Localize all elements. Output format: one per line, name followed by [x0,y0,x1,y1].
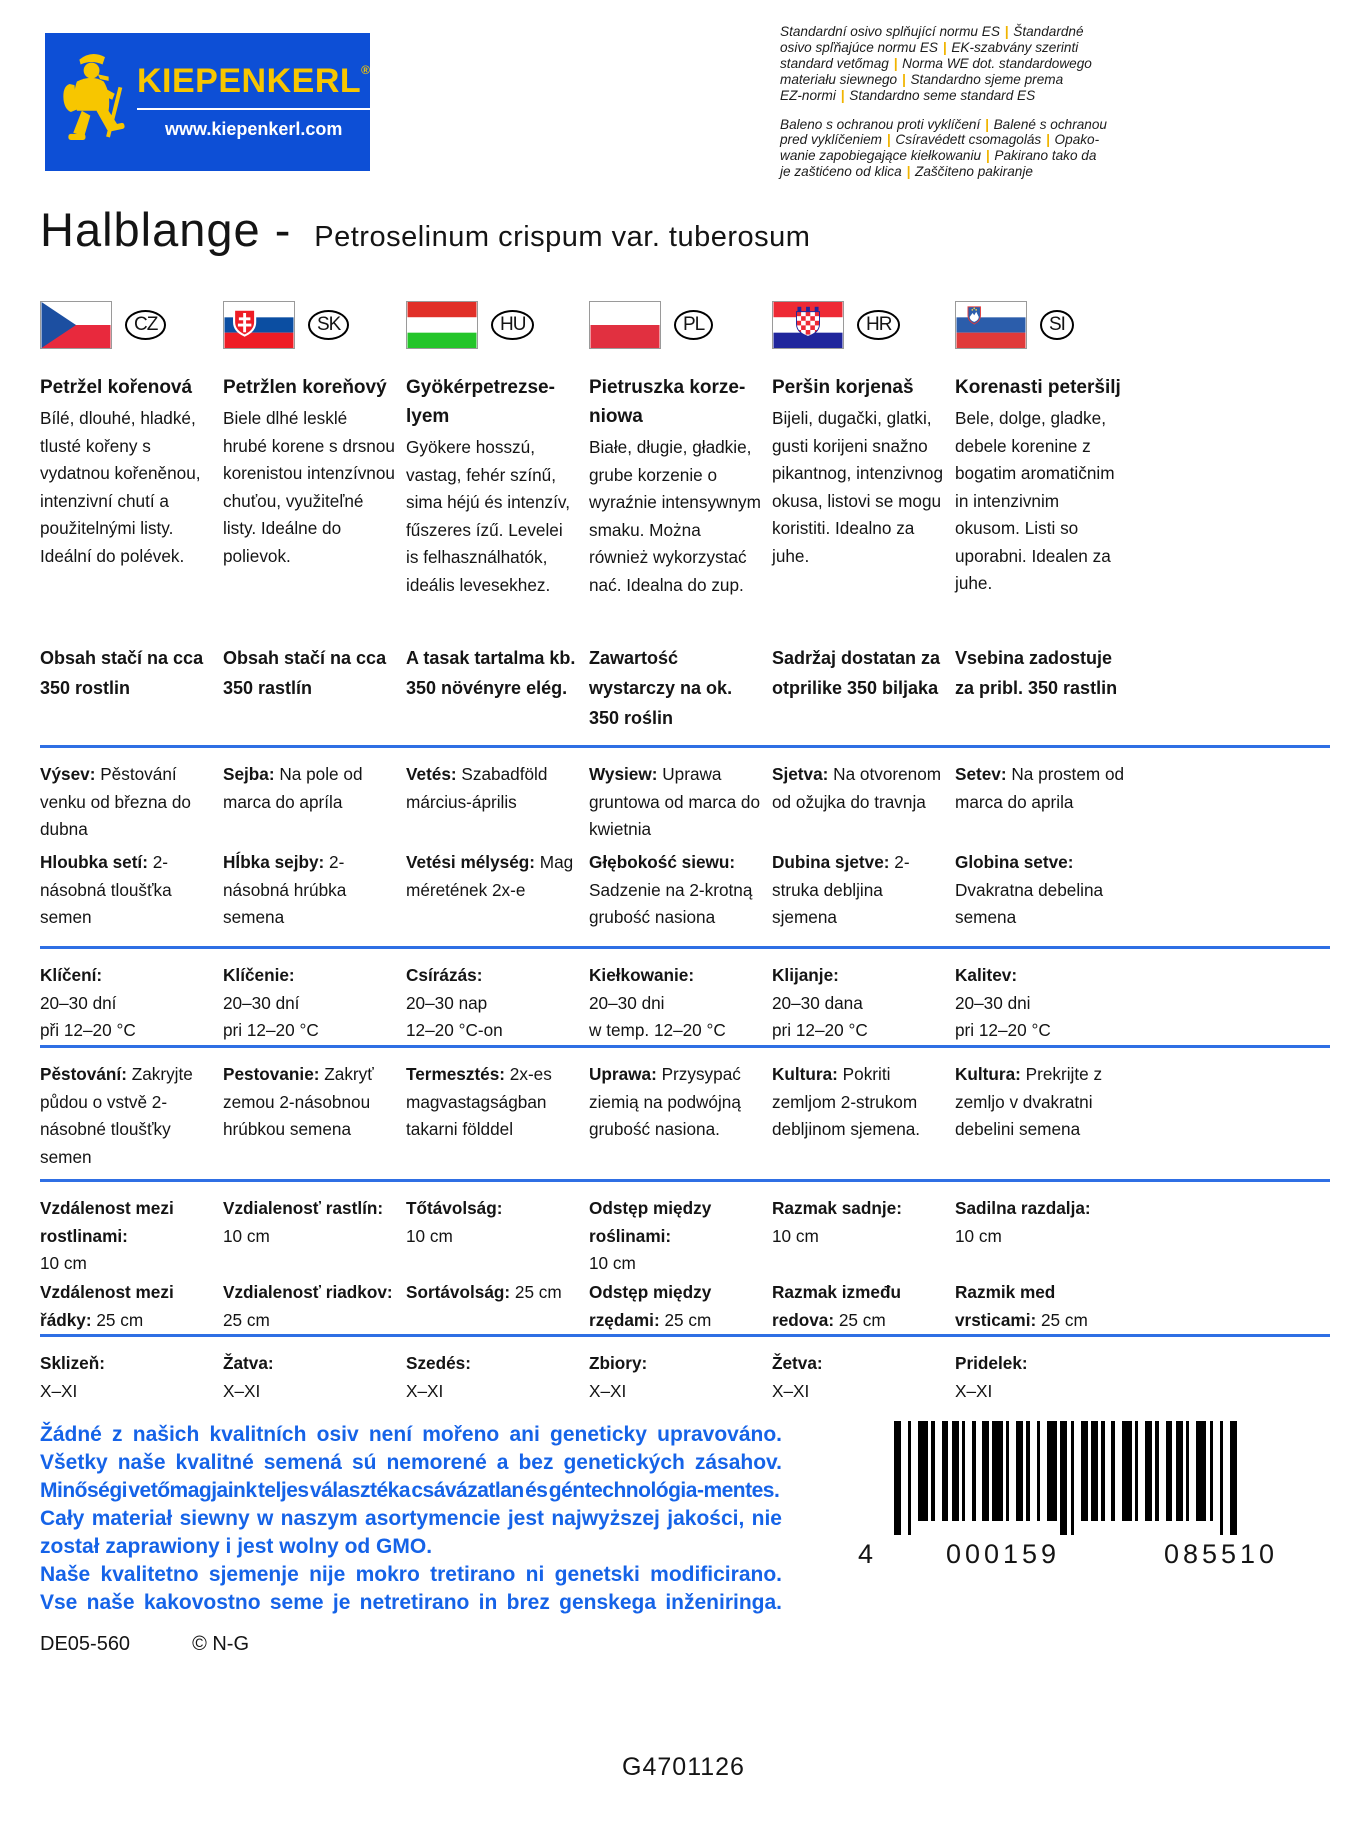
germination-info: Klíčenie: 20–30 dní pri 12–20 °C [223,965,319,1040]
barcode-bar [1071,1421,1074,1535]
content-cell-hu [406,643,578,745]
variety-description: Biele dlhé lesklé hrubé korene s drsnou korenistou intenzívnou chuťou, využiteľné listy. Ideálne do polievok. [223,408,395,566]
germination-cell-pl [589,962,761,1045]
variety-description: Bílé, dlouhé, hladké, tlusté kořeny s vydatnou kořeněnou, intenzivní chutí a použitelnými listy. Ideální do polévek. [40,408,201,566]
barcode-bar [1135,1421,1138,1521]
barcode-bar [1101,1421,1104,1521]
spacing-cell-hu [406,1195,578,1334]
culture-info: Pěstování: Zakryjte půdou o vstvě 2-násobné tloušťky semen [40,1064,193,1167]
row-flags [40,301,1367,359]
variety-name: Gyökérpetrezselyem [406,377,555,427]
culture-info: Kultura: Pokriti zemljom 2-strukom debljinom sjemena. [772,1064,921,1139]
flag-group-sk [223,301,395,349]
brand-name: KIEPENKERL® [137,62,371,100]
barcode-bar [1196,1421,1206,1521]
barcode-bar [1111,1421,1114,1521]
multilingual-notes [780,24,1190,193]
flag-group-hr [772,301,944,349]
barcode-bar [1210,1421,1213,1521]
germination-cell-cz [40,962,212,1045]
barcode-bar [1006,1421,1009,1521]
spacing-cell-hr [772,1195,944,1334]
spacing-cell-si [955,1195,1127,1334]
ean-barcode [858,1421,1330,1617]
variety-name: Korenasti peteršilj [955,377,1121,398]
ean-digit-group: 000159 [945,1539,1061,1569]
content-note: Sadržaj dostatan za otprilike 350 biljaka [772,648,941,698]
row-spacing-info: Vzdialenosť riadkov: 25 cm [223,1282,393,1330]
language-badge: PL [674,310,713,340]
flag-cz-icon [40,301,112,349]
row-sowing [40,748,1367,946]
gmo-line: Cały materiał siewny w naszym asortymencie jest najwyższej jakości, nie został zaprawiony i jest wolny od GMO. [40,1507,782,1558]
barcode-bar [982,1421,989,1521]
sowing-cell-cz [40,761,212,946]
content-cell-sk [223,643,395,745]
variety-title: Halblange - [40,203,292,256]
flag-group-cz [40,301,212,349]
row-germination [40,949,1367,1045]
standards-note [780,24,1190,104]
germination-info: Kalitev: 20–30 dni pri 12–20 °C [955,965,1051,1040]
row-spacing-info: Razmik med vrsticami: 25 cm [955,1282,1088,1330]
separator: | [942,39,947,55]
depth-info: Głębokość siewu: Sadzenie na 2-krotną grubość nasiona [589,852,753,927]
germination-info: Kiełkowanie: 20–30 dni w temp. 12–20 °C [589,965,726,1040]
row-spacing-info: Razmak između redova: 25 cm [772,1282,901,1330]
content-note: Obsah stačí na cca 350 rastlín [223,648,387,698]
germination-cell-hr [772,962,944,1045]
culture-cell-pl [589,1061,761,1179]
variety-description: Bele, dolge, gladke, debele korenine z bogatim aromatičnim in intenzivnim okusom. Listi so uporabni. Idealen za juhe. [955,408,1115,593]
depth-info: Dubina sjetve: 2-struka debljina sjemena [772,852,910,927]
plant-spacing-info: Vzdialenosť rastlín: 10 cm [223,1198,384,1246]
harvest-info: Sklizeň: X–XI [40,1353,105,1401]
barcode-bar [962,1421,965,1521]
language-badge: SK [308,310,349,340]
page-title [40,202,1367,257]
note-line: je zaštićeno od klica | Zaščiteno pakiranje [780,164,1033,180]
culture-info: Termesztés: 2x-es magvastagságban takarni földdel [406,1064,552,1139]
content-note: Obsah stačí na cca 350 rostlin [40,648,204,698]
separator: | [886,132,891,148]
separator: | [985,116,989,132]
content-note: Zawartość wystarczy na ok. 350 roślin [589,648,733,728]
barcode-bar [952,1421,959,1521]
row-spacing-info: Sortávolság: 25 cm [406,1282,562,1302]
harvest-info: Zbiory: X–XI [589,1353,648,1401]
barcode-bar [992,1421,1002,1521]
harvest-info: Žatva: X–XI [223,1353,274,1401]
content-cell-pl [589,643,761,745]
barcode-bar [1122,1421,1132,1521]
sowing-cell-hu [406,761,578,946]
content-note: Vsebina zadostuje za pribl. 350 rastlin [955,648,1118,698]
barcode-bar [1230,1421,1237,1535]
brand-website: www.kiepenkerl.com [165,119,343,139]
note-line: pred vyklíčeniem | Csíravédett csomagolás | Opako- [780,132,1100,148]
germination-info: Csírázás: 20–30 nap 12–20 °C-on [406,965,503,1040]
culture-info: Pestovanie: Zakryť zemou 2-násobnou hrúbkou semena [223,1064,374,1139]
flags-cell-hr [772,301,944,349]
depth-info: Hloubka setí: 2-násobná tloušťka semen [40,852,172,927]
language-badge: HR [857,310,900,340]
kiepenkerl-figure-icon [55,46,133,156]
flag-group-si [955,301,1127,349]
sowing-info: Sjetva: Na otvorenom od ožujka do travnja [772,764,942,812]
ean-digit-group: 4 [858,1539,874,1569]
ean-digit-group: 085510 [1163,1539,1279,1569]
depth-info: Hĺbka sejby: 2-násobná hrúbka semena [223,852,347,927]
harvest-cell-pl [589,1350,761,1405]
row-harvest [40,1337,1367,1405]
harvest-cell-hr [772,1350,944,1405]
note-line: Standardní osivo splňující normu ES | Štandardné [780,24,1084,39]
barcode-bar [1037,1421,1040,1521]
gmo-statement [40,1421,782,1617]
gmo-line: Naše kvalitetno sjemenje nije mokro tretirano ni genetski modificirano. [40,1563,782,1586]
plant-spacing-info: Razmak sadnje: 10 cm [772,1198,902,1246]
variety-cell-hu [406,373,578,643]
separator: | [901,71,906,87]
barcode-bar [894,1421,901,1535]
spacing-cell-pl [589,1195,761,1334]
germination-cell-si [955,962,1127,1045]
variety-cell-pl [589,373,761,643]
flag-group-hu [406,301,578,349]
flag-pl-icon [589,301,661,349]
article-code: DE05-560 [40,1633,131,1655]
gmo-line: Všetky naše kvalitné semená sú nemorené a bez genetických zásahov. [40,1451,782,1474]
barcode-bar [1047,1421,1057,1521]
plant-spacing-info: Odstęp między roślinami: 10 cm [589,1198,712,1273]
row-spacing-info: Odstęp między rzędami: 25 cm [589,1282,712,1330]
variety-cell-si [955,373,1127,643]
germination-info: Klíčení: 20–30 dní při 12–20 °C [40,965,136,1040]
flag-sk-icon [223,301,295,349]
germination-info: Klijanje: 20–30 dana pri 12–20 °C [772,965,868,1040]
row-culture [40,1048,1367,1179]
sowing-info: Setev: Na prostem od marca do aprila [955,764,1125,812]
gmo-line: Minőségi vetőmagjaink teljes választéka csávázatlan és géntechnológia-mentes. [40,1479,780,1502]
barcode-bar [1220,1421,1223,1535]
variety-name: Peršin korjenaš [772,377,914,398]
depth-info: Globina setve: Dvakratna debelina semena [955,852,1104,927]
flags-cell-sk [223,301,395,349]
row-variety [40,373,1367,643]
depth-info: Vetési mélység: Mag méretének 2x-e [406,852,574,900]
barcode-bar [942,1421,949,1521]
culture-cell-cz [40,1061,212,1179]
barcode-bar [918,1421,928,1521]
flag-hu-icon [406,301,478,349]
harvest-cell-cz [40,1350,212,1405]
harvest-cell-hu [406,1350,578,1405]
spacing-cell-cz [40,1195,212,1334]
note-line: wanie zapobiegające kiełkowaniu | Pakirano tako da [780,148,1097,164]
separator: | [1045,132,1050,148]
header [0,0,1367,180]
barcode-bar [1186,1421,1189,1521]
culture-cell-hu [406,1061,578,1179]
gmo-line: Vse naše kakovostno seme je netretirano in brez genskega inženiringa. [40,1591,782,1614]
sowing-cell-sk [223,761,395,946]
barcode-bar [908,1421,911,1535]
plant-spacing-info: Sadilna razdalja: 10 cm [955,1198,1091,1246]
brand-logo [45,33,370,171]
copyright: © N-G [192,1633,250,1655]
print-code: G4701126 [622,1753,745,1781]
barcode-bar [1176,1421,1183,1521]
barcode-bar [1016,1421,1023,1521]
harvest-info: Žetva: X–XI [772,1353,823,1401]
variety-description: Gyökere hosszú, vastag, fehér színű, sima héjú és intenzív, fűszeres ízű. Levelei is felhasználhatók, ideális levesekhez. [406,437,570,595]
content-note: A tasak tartalma kb. 350 növényre elég. [406,648,576,698]
barcode-bar [1145,1421,1152,1521]
logo-text [137,62,370,140]
row-spacing-info: Vzdálenost mezi řádky: 25 cm [40,1282,174,1330]
footer-codes [40,1633,1367,1656]
barcode-bar [1060,1421,1067,1535]
culture-cell-sk [223,1061,395,1179]
flags-cell-hu [406,301,578,349]
variety-cell-cz [40,373,212,643]
flag-si-icon [955,301,1027,349]
germination-cell-hu [406,962,578,1045]
note-line: Baleno s ochranou proti vyklíčení | Balené s ochranou [780,116,1107,132]
barcode-bar [972,1421,975,1521]
flag-group-pl [589,301,761,349]
content-cell-si [955,643,1127,745]
note-line: standard vetőmag | Norma WE dot. standardowego [780,55,1092,71]
flags-cell-cz [40,301,212,349]
harvest-cell-sk [223,1350,395,1405]
culture-info: Uprawa: Przysypać ziemią na podwójną grubość nasiona. [589,1064,741,1139]
language-badge: HU [491,310,534,340]
barcode-bar [1155,1421,1158,1521]
plant-spacing-info: Tőtávolság: 10 cm [406,1198,503,1246]
barcode-bar [931,1421,934,1521]
gmo-line: Žádné z našich kvalitních osiv není mořeno ani geneticky upravováno. [40,1423,782,1446]
variety-name: Petržel kořenová [40,377,193,398]
separator: | [1004,24,1009,39]
content-cell-hr [772,643,944,745]
culture-cell-si [955,1061,1127,1179]
flag-hr-icon [772,301,844,349]
germination-cell-sk [223,962,395,1045]
note-line: osivo spľňajúce normu ES | EK-szabvány szerinti [780,39,1079,55]
barcode-bar [1081,1421,1088,1521]
barcode-bars [858,1421,1330,1537]
sowing-info: Výsev: Pěstování venku od března do dubna [40,764,191,839]
registered-mark: ® [361,63,371,77]
harvest-cell-si [955,1350,1127,1405]
sowing-info: Wysiew: Uprawa gruntowa od marca do kwietnia [589,764,761,839]
barcode-digits [858,1539,1330,1570]
sowing-cell-si [955,761,1127,946]
variety-cell-hr [772,373,944,643]
variety-name: Pietruszka korzeniowa [589,377,746,427]
barcode-bar [1091,1421,1098,1521]
sowing-cell-pl [589,761,761,946]
language-columns-table [0,301,1367,1405]
variety-cell-sk [223,373,395,643]
bottom-section [40,1421,1330,1617]
culture-info: Kultura: Prekrijte z zemljo v dvakratni debelini semena [955,1064,1103,1139]
content-cell-cz [40,643,212,745]
germination-protection-note [780,117,1190,181]
spacing-cell-sk [223,1195,395,1334]
language-badge: SI [1040,310,1074,340]
sowing-info: Vetés: Szabadföld március-április [406,764,548,812]
logo-divider [137,108,370,110]
harvest-info: Szedés: X–XI [406,1353,471,1401]
variety-description: Bijeli, dugački, glatki, gusti korijeni snažno pikantnog, intenzivnog okusa, listovi se mogu koristiti. Idealno za juhe. [772,408,944,566]
latin-name: Petroselinum crispum var. tuberosum [314,221,811,253]
culture-cell-hr [772,1061,944,1179]
separator: | [985,148,990,164]
harvest-info: Pridelek: X–XI [955,1353,1028,1401]
plant-spacing-info: Vzdálenost mezi rostlinami: 10 cm [40,1198,174,1273]
flags-cell-pl [589,301,761,349]
barcode-bar [1166,1421,1173,1521]
barcode-bar [1026,1421,1029,1521]
variety-description: Białe, długie, gładkie, grube korzenie o wyraźnie intensywnym smaku. Można również wykorzystać nać. Idealna do zup. [589,437,761,595]
note-line: EZ-normi | Standardno seme standard ES [780,87,1036,103]
variety-name: Petržlen koreňový [223,377,387,398]
note-line: materiału siewnego | Standardno sjeme prema [780,71,1064,87]
separator: | [840,87,845,103]
sowing-info: Sejba: Na pole od marca do apríla [223,764,363,812]
row-spacing [40,1182,1367,1334]
flags-cell-si [955,301,1127,349]
separator: | [893,55,898,71]
separator: | [906,164,911,180]
row-content [40,643,1367,745]
sowing-cell-hr [772,761,944,946]
language-badge: CZ [125,310,166,340]
